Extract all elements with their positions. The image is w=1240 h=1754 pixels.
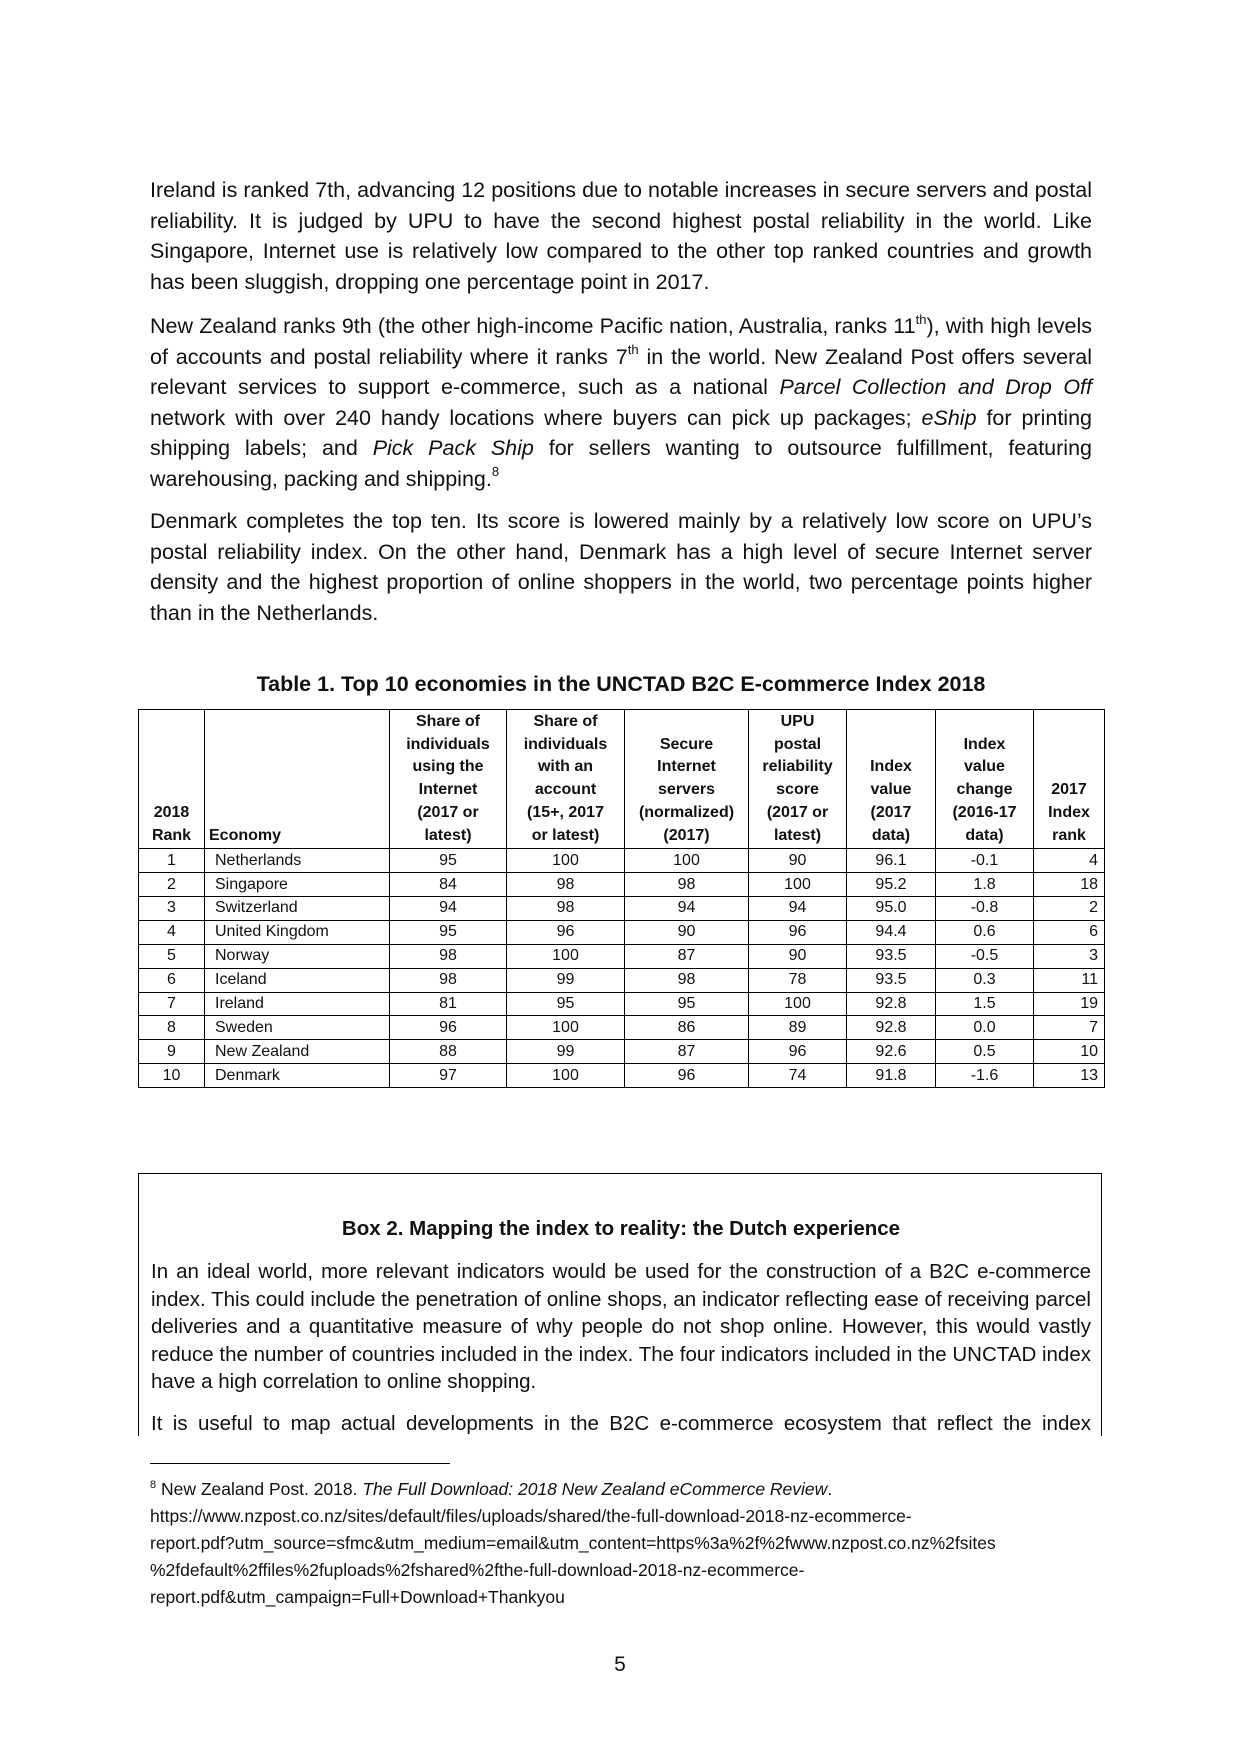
- table-header-row: [139, 710, 1105, 849]
- cell-account-share: 95: [507, 992, 625, 1016]
- header-line: or latest): [531, 826, 600, 844]
- header-line: (15+, 2017: [527, 803, 604, 821]
- header-line: value: [964, 758, 1005, 776]
- cell-account-share: 100: [507, 1016, 625, 1040]
- nz-superscript-2: th: [627, 342, 639, 358]
- nz-italic-pick-pack-ship: Pick Pack Ship: [372, 436, 534, 460]
- cell-rank-2017: 6: [1034, 920, 1105, 944]
- cell-account-share: 99: [507, 1040, 625, 1064]
- cell-account-share: 98: [507, 897, 625, 921]
- page-number: 5: [614, 1653, 626, 1676]
- cell-economy: Singapore: [205, 873, 390, 897]
- header-line: with an: [537, 758, 594, 776]
- cell-index-change: 0.0: [936, 1016, 1034, 1040]
- cell-upu-reliability: 89: [749, 1016, 847, 1040]
- cell-upu-reliability: 96: [749, 1040, 847, 1064]
- footnote-separator: [150, 1463, 450, 1464]
- cell-secure-servers: 86: [625, 1016, 749, 1040]
- header-line: UPU: [780, 713, 815, 730]
- header-line: latest): [773, 826, 822, 844]
- cell-economy: Norway: [205, 944, 390, 968]
- footnote-period: .: [827, 1479, 833, 1499]
- header-line: Internet: [418, 781, 478, 799]
- header-line: (2017: [870, 803, 912, 821]
- cell-rank-2017: 7: [1034, 1016, 1105, 1040]
- header-line: 2018: [153, 803, 190, 821]
- ranking-table: [138, 709, 1105, 1088]
- cell-internet-share: 94: [390, 897, 507, 921]
- cell-index-value: 91.8: [847, 1064, 936, 1088]
- header-line: Index: [963, 735, 1006, 753]
- column-header-index-change: [936, 710, 1034, 849]
- cell-economy: Iceland: [205, 968, 390, 992]
- cell-rank-2018: 1: [139, 849, 205, 873]
- cell-upu-reliability: 100: [749, 873, 847, 897]
- header-line: individuals: [406, 735, 490, 753]
- nz-superscript-1: th: [915, 311, 927, 327]
- footnote-url-line-1[interactable]: https://www.nzpost.co.nz/sites/default/files/uploads/shared/the-full-download-2018-nz-ecommerce-: [150, 1506, 912, 1526]
- header-line: Share of: [533, 713, 598, 730]
- cell-rank-2017: 4: [1034, 849, 1105, 873]
- cell-internet-share: 96: [390, 1016, 507, 1040]
- paragraph-denmark: Denmark completes the top ten. Its score is lowered mainly by a relatively low score on UPU’s postal reliability index. On the other hand, Denmark has a high level of secure Internet server density and the highest proportion of online shoppers in the world, two percentage points higher than in the Netherlands.: [150, 509, 1092, 625]
- cell-rank-2018: 4: [139, 920, 205, 944]
- footnote-url-line-2[interactable]: report.pdf?utm_source=sfmc&utm_medium=email&utm_content=https%3a%2f%2fwww.nzpost.co.nz%2fsites: [150, 1533, 996, 1553]
- cell-index-change: 1.5: [936, 992, 1034, 1016]
- cell-upu-reliability: 96: [749, 920, 847, 944]
- cell-index-value: 95.0: [847, 897, 936, 921]
- cell-economy: Switzerland: [205, 897, 390, 921]
- header-line: servers: [658, 781, 715, 799]
- footnote-reference-8[interactable]: 8: [491, 464, 500, 480]
- table-row: [139, 1040, 1105, 1064]
- cell-secure-servers: 94: [625, 897, 749, 921]
- header-line: individuals: [523, 735, 608, 753]
- column-header-secure-servers: [625, 710, 749, 849]
- table-row: [139, 968, 1105, 992]
- cell-economy: Netherlands: [205, 849, 390, 873]
- header-line: data): [965, 826, 1004, 844]
- header-line: change: [956, 781, 1013, 799]
- cell-rank-2018: 5: [139, 944, 205, 968]
- paragraph-ireland: Ireland is ranked 7th, advancing 12 positions due to notable increases in secure servers and postal reliability. It is judged by UPU to have the second highest postal reliability in the world. Like Singapore, Internet use is relatively low compared to the other top ranked countries and growth has been sluggish, dropping one percentage point in 2017.: [150, 178, 1092, 294]
- column-header-economy: [205, 710, 390, 849]
- cell-index-change: 1.8: [936, 873, 1034, 897]
- cell-index-value: 95.2: [847, 873, 936, 897]
- header-line: rank: [1052, 826, 1086, 844]
- cell-index-change: -0.8: [936, 897, 1034, 921]
- header-line: Index: [1048, 803, 1090, 821]
- table-row: [139, 1064, 1105, 1088]
- cell-rank-2018: 6: [139, 968, 205, 992]
- header-line: (2016-17: [952, 803, 1017, 821]
- header-line: data): [871, 826, 911, 844]
- header-line: reliability: [762, 758, 833, 776]
- nz-text-2: ), with high levels of accounts and postal reliability where it ranks 7: [150, 314, 1092, 369]
- header-line: Internet: [657, 758, 716, 776]
- cell-rank-2017: 19: [1034, 992, 1105, 1016]
- cell-internet-share: 81: [390, 992, 507, 1016]
- table-title: Table 1. Top 10 economies in the UNCTAD B2C E-commerce Index 2018: [256, 672, 986, 696]
- header-line: Index: [870, 758, 912, 776]
- cell-upu-reliability: 94: [749, 897, 847, 921]
- cell-secure-servers: 98: [625, 873, 749, 897]
- column-header-rank-2018: [139, 710, 205, 849]
- cell-rank-2018: 10: [139, 1064, 205, 1088]
- cell-rank-2018: 9: [139, 1040, 205, 1064]
- cell-secure-servers: 95: [625, 992, 749, 1016]
- cell-index-value: 92.8: [847, 992, 936, 1016]
- box-2: [138, 1173, 1102, 1436]
- cell-account-share: 99: [507, 968, 625, 992]
- header-line: latest): [424, 826, 472, 844]
- cell-rank-2017: 2: [1034, 897, 1105, 921]
- cell-internet-share: 95: [390, 920, 507, 944]
- cell-index-value: 93.5: [847, 944, 936, 968]
- table-row: [139, 920, 1105, 944]
- cell-upu-reliability: 74: [749, 1064, 847, 1088]
- cell-account-share: 100: [507, 944, 625, 968]
- cell-account-share: 96: [507, 920, 625, 944]
- cell-rank-2018: 2: [139, 873, 205, 897]
- cell-rank-2017: 18: [1034, 873, 1105, 897]
- cell-internet-share: 97: [390, 1064, 507, 1088]
- box-paragraph-2: It is useful to map actual developments in the B2C e-commerce ecosystem that reflect the index: [151, 1412, 1091, 1435]
- cell-account-share: 100: [507, 1064, 625, 1088]
- header-line: (2017): [663, 826, 710, 844]
- cell-rank-2018: 8: [139, 1016, 205, 1040]
- header-line: (2017 or: [766, 803, 829, 821]
- cell-index-value: 92.6: [847, 1040, 936, 1064]
- table-body: [139, 849, 1105, 1088]
- nz-text-6: for sellers wanting to outsource fulfillment, featuring warehousing, packing and shipping.: [150, 436, 1092, 491]
- cell-secure-servers: 100: [625, 849, 749, 873]
- cell-upu-reliability: 90: [749, 849, 847, 873]
- cell-rank-2017: 3: [1034, 944, 1105, 968]
- cell-rank-2017: 13: [1034, 1064, 1105, 1088]
- table-row: [139, 873, 1105, 897]
- box-title: Box 2. Mapping the index to reality: the Dutch experience: [341, 1217, 901, 1240]
- nz-text-5: for printing shipping labels; and: [150, 405, 1092, 460]
- column-header-upu-reliability: [749, 710, 847, 849]
- footnote-title: The Full Download: 2018 New Zealand eCommerce Review: [362, 1479, 828, 1499]
- column-header-index-value: [847, 710, 936, 849]
- header-line: Share of: [415, 713, 480, 730]
- nz-text-1: New Zealand ranks 9th (the other high-income Pacific nation, Australia, ranks 11: [150, 314, 916, 338]
- header-line: using the: [412, 758, 484, 776]
- cell-internet-share: 95: [390, 849, 507, 873]
- cell-index-change: 0.5: [936, 1040, 1034, 1064]
- cell-index-value: 93.5: [847, 968, 936, 992]
- footnote-source: New Zealand Post. 2018.: [156, 1479, 363, 1499]
- column-header-internet-share: [390, 710, 507, 849]
- box-paragraph-1: In an ideal world, more relevant indicators would be used for the construction of a B2C e-commerce index. This could include the penetration of online shops, an indicator reflecting ease of receiving parcel deliveries and a quantitative measure of why people do not shop online. However, this would vastly reduce the number of countries included in the index. The four indicators included in the UNCTAD index have a high correlation to online shopping.: [151, 1260, 1091, 1393]
- nz-text-3: in the world. New Zealand Post offers several relevant services to support e-commerce, such as a national: [150, 344, 1092, 399]
- cell-index-change: 0.6: [936, 920, 1034, 944]
- cell-rank-2017: 11: [1034, 968, 1105, 992]
- cell-index-change: -1.6: [936, 1064, 1034, 1088]
- cell-secure-servers: 98: [625, 968, 749, 992]
- cell-index-change: -0.5: [936, 944, 1034, 968]
- footnote-8: [150, 1476, 1100, 1611]
- column-header-account-share: [507, 710, 625, 849]
- cell-economy: Sweden: [205, 1016, 390, 1040]
- cell-upu-reliability: 78: [749, 968, 847, 992]
- header-line: value: [870, 781, 912, 799]
- header-line: Economy: [209, 826, 282, 844]
- cell-index-value: 92.8: [847, 1016, 936, 1040]
- cell-index-change: 0.3: [936, 968, 1034, 992]
- cell-secure-servers: 90: [625, 920, 749, 944]
- cell-secure-servers: 87: [625, 1040, 749, 1064]
- cell-upu-reliability: 90: [749, 944, 847, 968]
- cell-internet-share: 88: [390, 1040, 507, 1064]
- cell-internet-share: 98: [390, 944, 507, 968]
- header-line: Secure: [659, 735, 714, 753]
- cell-upu-reliability: 100: [749, 992, 847, 1016]
- cell-account-share: 98: [507, 873, 625, 897]
- cell-secure-servers: 96: [625, 1064, 749, 1088]
- header-line: score: [776, 781, 819, 799]
- paragraph-new-zealand: [150, 311, 1092, 494]
- nz-italic-parcel-collection: Parcel Collection and Drop Off: [779, 375, 1093, 399]
- cell-rank-2018: 3: [139, 897, 205, 921]
- footnote-number: 8: [150, 1479, 157, 1492]
- table-row: [139, 1016, 1105, 1040]
- header-line: (2017 or: [417, 803, 479, 821]
- table-row: [139, 992, 1105, 1016]
- header-line: Rank: [151, 826, 192, 844]
- nz-italic-eship: eShip: [921, 405, 977, 430]
- table-row: [139, 897, 1105, 921]
- cell-account-share: 100: [507, 849, 625, 873]
- header-line: (normalized): [638, 803, 735, 821]
- cell-internet-share: 84: [390, 873, 507, 897]
- cell-rank-2018: 7: [139, 992, 205, 1016]
- cell-index-value: 96.1: [847, 849, 936, 873]
- cell-secure-servers: 87: [625, 944, 749, 968]
- nz-text-4: network with over 240 handy locations where buyers can pick up packages;: [150, 405, 922, 430]
- header-line: 2017: [1051, 781, 1087, 799]
- cell-index-value: 94.4: [847, 920, 936, 944]
- cell-internet-share: 98: [390, 968, 507, 992]
- cell-economy: New Zealand: [205, 1040, 390, 1064]
- header-line: account: [534, 781, 597, 799]
- cell-economy: Ireland: [205, 992, 390, 1016]
- cell-rank-2017: 10: [1034, 1040, 1105, 1064]
- cell-index-change: -0.1: [936, 849, 1034, 873]
- cell-economy: Denmark: [205, 1064, 390, 1088]
- cell-economy: United Kingdom: [205, 920, 390, 944]
- header-line: postal: [773, 735, 822, 753]
- footnote-url-line-3[interactable]: %2fdefault%2ffiles%2fuploads%2fshared%2fthe-full-download-2018-nz-ecommerce-: [150, 1560, 805, 1580]
- table-row: [139, 849, 1105, 873]
- table-row: [139, 944, 1105, 968]
- footnote-url-line-4[interactable]: report.pdf&utm_campaign=Full+Download+Thankyou: [150, 1587, 565, 1607]
- column-header-rank-2017: [1034, 710, 1105, 849]
